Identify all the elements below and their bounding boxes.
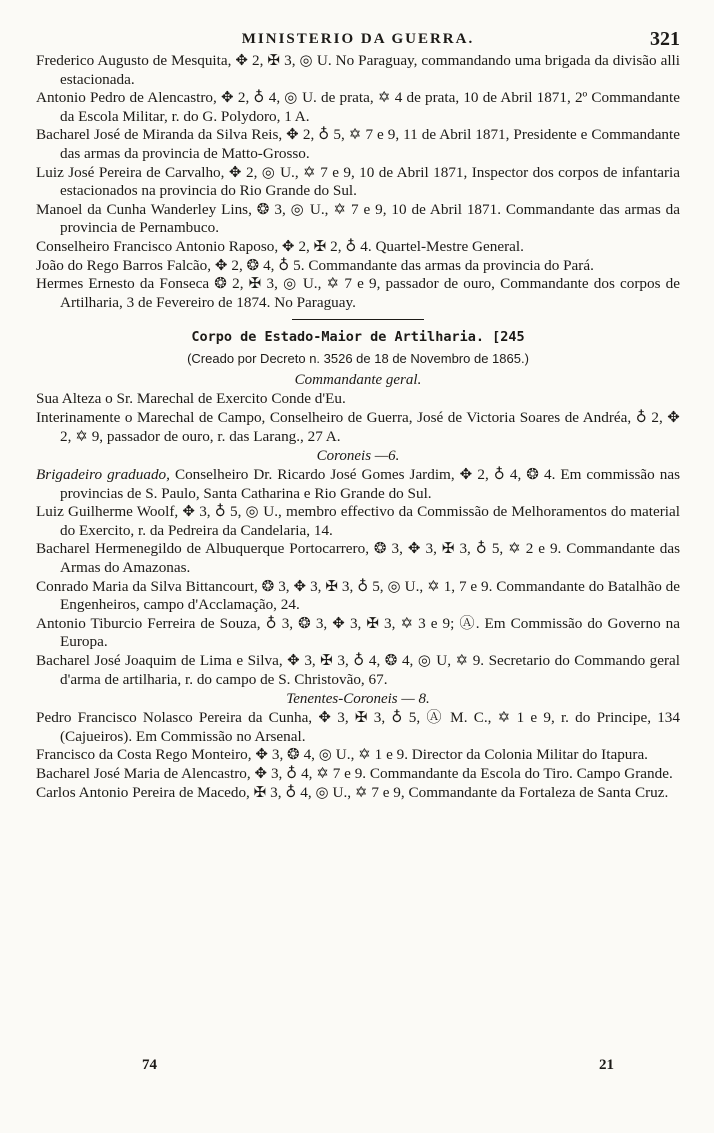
list-item: Conrado Maria da Silva Bittancourt, ❂ 3, ✥ 3, ✠ 3, ♁ 5, ◎ U., ✡ 1, 7 e 9. Commandante do Batalhão de Engenheiros, campo d'Acclamação, 24. xyxy=(36,577,680,614)
list-item: Sua Alteza o Sr. Marechal de Exercito Conde d'Eu. xyxy=(36,390,346,408)
list-item: Antonio Tiburcio Ferreira de Souza, ♁ 3, ❂ 3, ✥ 3, ✠ 3, ✡ 3 e 9; Ⓐ. Em Commissão do Governo na Europa. xyxy=(36,614,680,651)
tenentes-heading: Tenentes-Coroneis — 8. xyxy=(286,691,430,708)
list-item: Pedro Francisco Nolasco Pereira da Cunha, ✥ 3, ✠ 3, ♁ 5, Ⓐ M. C., ✡ 1 e 9, r. do Principe, 134 (Cajueiros). Em Commissão no Arsenal. xyxy=(36,709,680,745)
list-item: Manoel da Cunha Wanderley Lins, ❂ 3, ◎ U., ✡ 7 e 9, 10 de Abril 1871. Commandante das armas da provincia de Pernambuco. xyxy=(36,200,680,237)
commandante-heading: Commandante geral. xyxy=(294,372,422,389)
list-item: Bacharel José de Miranda da Silva Reis, ✥ 2, ♁ 5, ✡ 7 e 9, 11 de Abril 1871, Presidente e Commandante das armas da provincia de Matto-Grosso. xyxy=(36,126,680,162)
list-item: Conselheiro Francisco Antonio Raposo, ✥ 2, ✠ 2, ♁ 4. Quartel-Mestre General. xyxy=(36,237,524,255)
list-item: Bacharel Hermenegildo de Albuquerque Portocarrero, ❂ 3, ✥ 3, ✠ 3, ♁ 5, ✡ 2 e 9. Commandante das Armas do Amazonas. xyxy=(36,540,680,577)
list-item: Antonio Pedro de Alencastro, ✥ 2, ♁ 4, ◎ U. de prata, ✡ 4 de prata, 10 de Abril 1871, 2º Commandante da Escola Militar, r. do G. Polydoro, 1 A. xyxy=(36,89,680,125)
list-item: Interinamente o Marechal de Campo, Conselheiro de Guerra, José de Victoria Soares de Andréa, ♁ 2, ✥ 2, ✡ 9, passador de ouro, r. das Larang., 27 A. xyxy=(36,408,680,445)
section-divider xyxy=(292,319,424,320)
list-item: Francisco da Costa Rego Monteiro, ✥ 3, ❂ 4, ◎ U., ✡ 1 e 9. Director da Colonia Militar do Itapura. xyxy=(36,746,648,764)
list-item: Bacharel José Joaquim de Lima e Silva, ✥ 3, ✠ 3, ♁ 4, ❂ 4, ◎ U, ✡ 9. Secretario do Commando geral d'arma de artilharia, r. do campo de S. Christovão, 67. xyxy=(36,652,680,688)
list-item: Bacharel José Maria de Alencastro, ✥ 3, ♁ 4, ✡ 7 e 9. Commandante da Escola do Tiro. Campo Grande. xyxy=(36,765,673,782)
rank-label: Brigadeiro graduado, xyxy=(36,466,170,484)
section-heading xyxy=(36,326,680,348)
list-item: Hermes Ernesto da Fonseca ❂ 2, ✠ 3, ◎ U., ✡ 7 e 9, passador de ouro, Commandante dos corpos de Artilharia, 3 de Fevereiro de 1874. No Paraguay. xyxy=(36,275,680,311)
page-number: 321 xyxy=(650,28,680,50)
section-note: (Creado por Decreto n. 3526 de 18 de Novembro de 1865.) xyxy=(187,351,529,367)
page-footer xyxy=(0,1057,714,1077)
list-item xyxy=(36,466,680,503)
header-title: MINISTERIO DA GUERRA. xyxy=(241,31,475,47)
list-item: Luiz Guilherme Woolf, ✥ 3, ♁ 5, ◎ U., membro effectivo da Commissão de Melhoramentos do material do Exercito, r. da Pedreira da Candelaria, 14. xyxy=(36,503,680,539)
entry-text: Conselheiro Dr. Ricardo José Gomes Jardim, ✥ 2, ♁ 4, ❂ 4. Em commissão nas provincias de S. Paulo, Santa Catharina e Rio Grande do Sul. xyxy=(60,466,681,502)
section-title: Corpo de Estado-Maior de Artilharia. xyxy=(191,329,484,346)
list-item: Luiz José Pereira de Carvalho, ✥ 2, ◎ U., ✡ 7 e 9, 10 de Abril 1871, Inspector dos corpos de infantaria estacionados na provincia do Rio Grande do Sul. xyxy=(36,163,680,200)
coroneis-heading: Coroneis —6. xyxy=(316,448,400,465)
section-ref: [245 xyxy=(492,329,525,346)
list-item: Carlos Antonio Pereira de Macedo, ✠ 3, ♁ 4, ◎ U., ✡ 7 e 9, Commandante da Fortaleza de Santa Cruz. xyxy=(36,783,669,801)
list-item: João do Rego Barros Falcão, ✥ 2, ❂ 4, ♁ 5. Commandante das armas da provincia do Pará. xyxy=(36,256,594,274)
signature-mark: 74 xyxy=(142,1057,157,1073)
list-item: Frederico Augusto de Mesquita, ✥ 2, ✠ 3, ◎ U. No Paraguay, commandando uma brigada da divisão alli estacionada. xyxy=(36,52,680,88)
entries-top xyxy=(36,52,680,312)
sheet-number: 21 xyxy=(599,1057,614,1073)
running-header xyxy=(36,26,680,52)
